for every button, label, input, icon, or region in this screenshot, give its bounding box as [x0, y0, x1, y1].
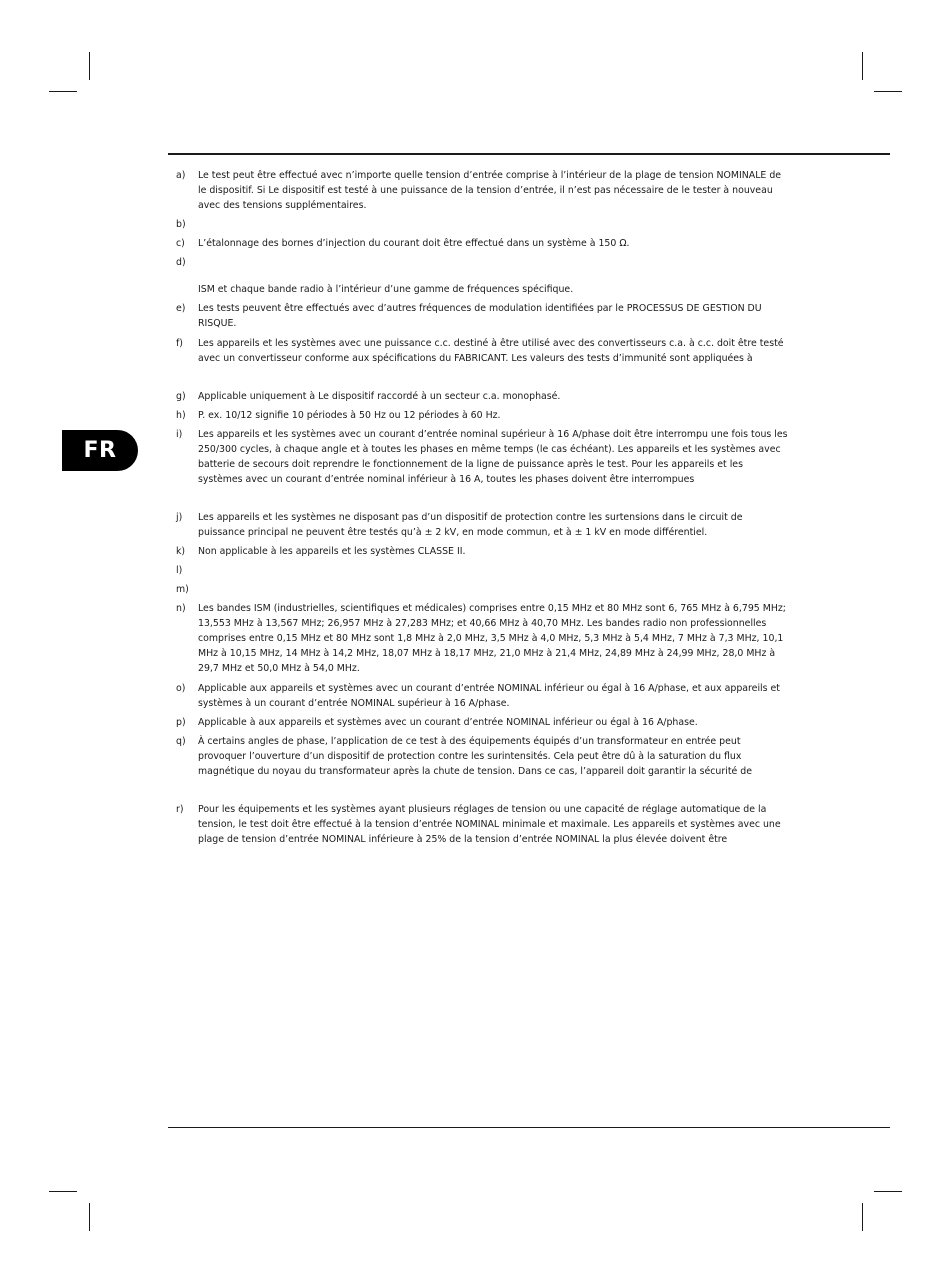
note-f	[176, 336, 788, 366]
note-b	[176, 217, 788, 232]
note-label: e)	[176, 303, 186, 314]
note-label: n)	[176, 603, 186, 614]
note-label: h)	[176, 410, 186, 421]
note-d	[176, 255, 788, 270]
note-text: L’étalonnage des bornes d’injection du courant doit être effectué dans un système à 150 Ω.	[198, 238, 630, 249]
note-label: b)	[176, 219, 186, 230]
note-label: q)	[176, 736, 186, 747]
note-text: Les appareils et les systèmes avec un courant d’entrée nominal supérieur à 16 A/phase doit être interrompu une fois tous les 250/300 cycles, à chaque angle et à toutes les phases en même temps (le cas échéant). Les appareils et les systèmes avec batterie de secours doit reprendre le fonctionnement de la ligne de puissance après le test. Pour les appareils et les systèmes avec un courant d’entrée nominal inférieur à 16 A, toutes les phases doivent être interrompues	[198, 429, 788, 485]
note-n	[176, 601, 788, 676]
note-text: Applicable uniquement à Le dispositif raccordé à un secteur c.a. monophasé.	[198, 391, 561, 402]
note-q	[176, 734, 788, 779]
note-label: m)	[176, 584, 189, 595]
note-text: Les appareils et les systèmes ne disposant pas d’un dispositif de protection contre les surtensions dans le circuit de puissance principal ne peuvent être testés qu’à ± 2 kV, en mode commun, et à ± 1 kV en mode différentiel.	[198, 512, 743, 538]
note-text: Les tests peuvent être effectués avec d’autres fréquences de modulation identifiées par le PROCESSUS DE GESTION DU RISQUE.	[198, 303, 762, 329]
crop-mark	[862, 52, 863, 80]
note-text	[176, 582, 788, 597]
note-label: g)	[176, 391, 186, 402]
note-d-continuation	[176, 282, 788, 297]
note-text: Non applicable à les appareils et les systèmes CLASSE II.	[198, 546, 466, 557]
header-rule	[168, 153, 890, 155]
note-text	[176, 255, 788, 270]
language-tab	[62, 430, 138, 471]
note-text: P. ex. 10/12 signifie 10 périodes à 50 Hz ou 12 périodes à 60 Hz.	[198, 410, 501, 421]
crop-mark	[89, 52, 90, 80]
note-r	[176, 802, 788, 847]
crop-mark	[874, 91, 902, 92]
note-label: r)	[176, 804, 184, 815]
note-label: p)	[176, 717, 186, 728]
language-tab-label: FR	[83, 438, 117, 463]
footer-rule	[168, 1127, 890, 1128]
note-label: k)	[176, 546, 186, 557]
notes-list	[176, 168, 788, 847]
note-label: i)	[176, 429, 183, 440]
note-text: Les appareils et les systèmes avec une puissance c.c. destiné à être utilisé avec des convertisseurs c.a. à c.c. doit être testé avec un convertisseur conforme aux spécifications du FABRICANT. Les valeurs des tests d’immunité sont appliquées à	[198, 338, 784, 364]
note-k	[176, 544, 788, 559]
note-text: Les bandes ISM (industrielles, scientifiques et médicales) comprises entre 0,15 MHz et 80 MHz sont 6, 765 MHz à 6,795 MHz; 13,553 MHz à 13,567 MHz; 26,957 MHz à 27,283 MHz; et 40,66 MHz à 40,70 MHz. Les bandes radio non professionnelles comprises entre 0,15 MHz et 80 MHz sont 1,8 MHz à 2,0 MHz, 3,5 MHz à 4,0 MHz, 5,3 MHz à 5,4 MHz, 7 MHz à 7,3 MHz, 10,1 MHz à 10,15 MHz, 14 MHz à 14,2 MHz, 18,07 MHz à 18,17 MHz, 21,0 MHz à 21,4 MHz, 24,89 MHz à 24,99 MHz, 28,0 MHz à 29,7 MHz et 50,0 MHz à 54,0 MHz.	[198, 603, 786, 674]
note-text: Applicable à aux appareils et systèmes avec un courant d’entrée NOMINAL inférieur ou égal à 16 A/phase.	[198, 717, 698, 728]
note-l	[176, 563, 788, 578]
note-c	[176, 236, 788, 251]
note-label: o)	[176, 683, 186, 694]
note-text: Pour les équipements et les systèmes ayant plusieurs réglages de tension ou une capacité de réglage automatique de la tension, le test doit être effectué à la tension d’entrée NOMINAL minimale et maximale. Les appareils et systèmes avec une plage de tension d’entrée NOMINAL inférieure à 25% de la tension d’entrée NOMINAL la plus élevée doivent être	[198, 804, 781, 845]
note-text	[176, 563, 788, 578]
note-label: c)	[176, 238, 185, 249]
note-label: a)	[176, 170, 186, 181]
note-a	[176, 168, 788, 213]
crop-mark	[49, 91, 77, 92]
note-p	[176, 715, 788, 730]
note-e	[176, 301, 788, 331]
note-g	[176, 389, 788, 404]
note-h	[176, 408, 788, 423]
note-label: d)	[176, 257, 186, 268]
crop-mark	[49, 1191, 77, 1192]
note-label: f)	[176, 338, 183, 349]
note-text: À certains angles de phase, l’application de ce test à des équipements équipés d’un transformateur en entrée peut provoquer l’ouverture d’un dispositif de protection contre les surintensités. Cela peut être dû à la saturation du flux magnétique du noyau du transformateur après la chute de tension. Dans ce cas, l’appareil doit garantir la sécurité de	[198, 736, 752, 777]
note-j	[176, 510, 788, 540]
note-text: ISM et chaque bande radio à l’intérieur d’une gamme de fréquences spécifique.	[198, 284, 574, 295]
crop-mark	[89, 1203, 90, 1231]
note-m	[176, 582, 788, 597]
note-text	[176, 217, 788, 232]
note-o	[176, 681, 788, 711]
crop-mark	[874, 1191, 902, 1192]
note-i	[176, 427, 788, 487]
note-text: Le test peut être effectué avec n’importe quelle tension d’entrée comprise à l’intérieur de la plage de tension NOMINALE de le dispositif. Si Le dispositif est testé à une puissance de la tension d’entrée, il n’est pas nécessaire de le tester à nouveau avec des tensions supplémentaires.	[198, 170, 782, 211]
crop-mark	[862, 1203, 863, 1231]
note-text: Applicable aux appareils et systèmes avec un courant d’entrée NOMINAL inférieur ou égal à 16 A/phase, et aux appareils et systèmes à un courant d’entrée NOMINAL supérieur à 16 A/phase.	[198, 683, 780, 709]
note-label: l)	[176, 565, 183, 576]
note-label: j)	[176, 512, 183, 523]
